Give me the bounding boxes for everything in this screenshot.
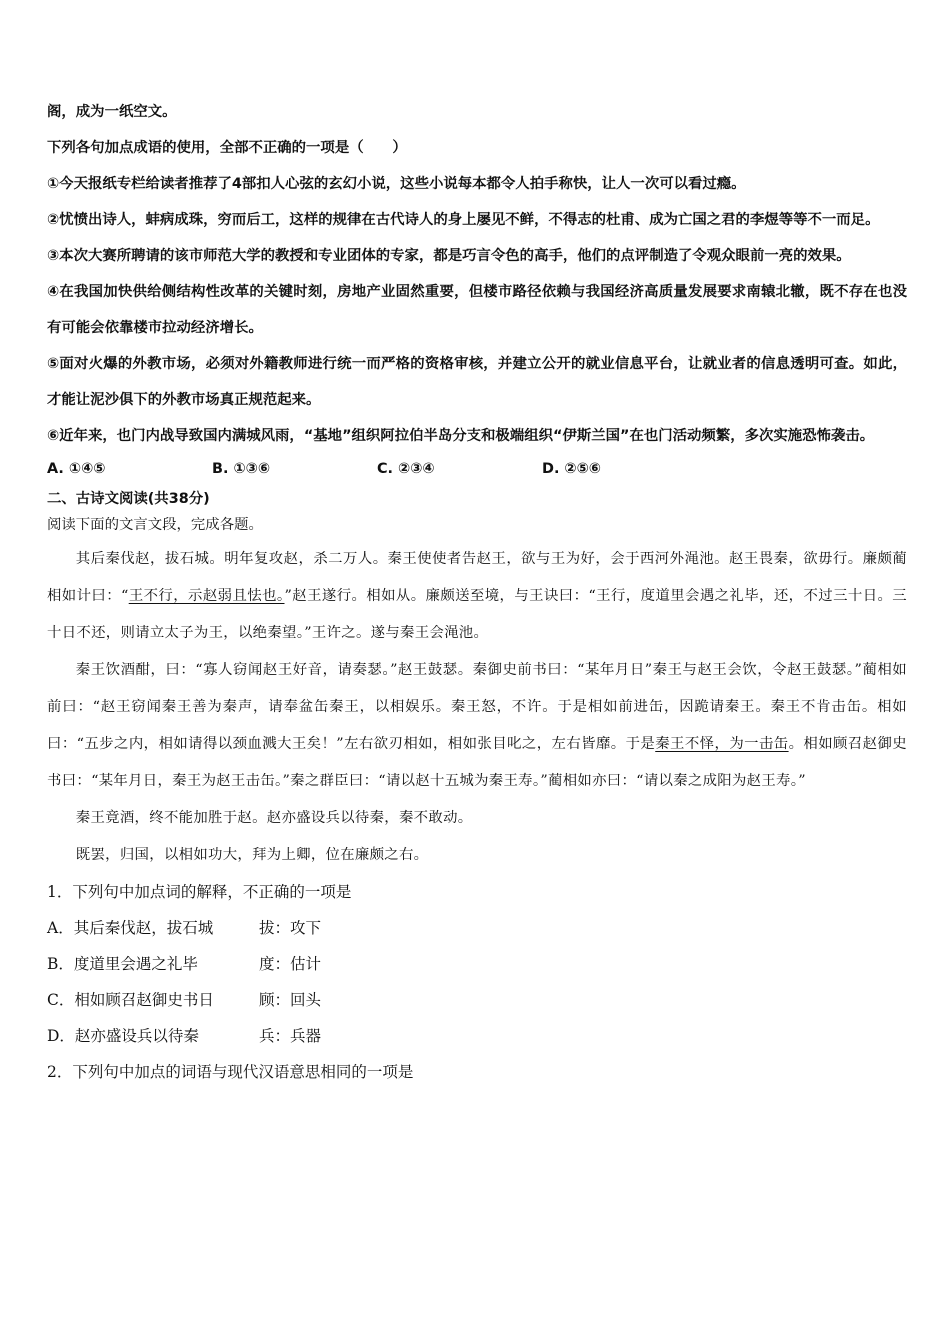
classical-paragraph-2 (47, 652, 907, 800)
idiom-item-3: ③本次大赛所聘请的该市师范大学的教授和专业团体的专家，都是巧言令色的高手，他们的点评制造了令观众眼前一亮的效果。 (47, 248, 851, 264)
section-instruction: 阅读下面的文言文段，完成各题。 (47, 517, 263, 533)
idiom-item-4: ④在我国加快供给侧结构性改革的关键时刻，房地产业固然重要，但楼市路径依赖与我国经济高质量发展要求南辕北辙，既不存在也没有可能会依靠楼市拉动经济增长。 (47, 284, 907, 336)
option-sentence: D．赵亦盛设兵以待秦 (47, 1027, 199, 1045)
option-gloss: 度：估计 (259, 955, 322, 973)
option-d[interactable]: D. ②⑤⑥ (542, 461, 601, 477)
option-sentence: B．度道里会遇之礼毕 (47, 955, 198, 973)
option-gloss: 拔：攻下 (259, 919, 322, 937)
idiom-item-2: ②忧愤出诗人，蚌病成珠，穷而后工，这样的规律在古代诗人的身上屡见不鲜，不得志的杜甫、成为亡国之君的李煜等等不一而足。 (47, 212, 880, 228)
question-1 (47, 874, 907, 1090)
question-1-option-b[interactable] (47, 946, 907, 982)
question-1-option-c[interactable] (47, 982, 907, 1018)
paragraph-text: 既罢，归国，以相如功大，拜为上卿，位在廉颇之右。 (75, 847, 429, 863)
option-gloss: 顾：回头 (259, 991, 322, 1009)
section-title: 二、古诗文阅读(共38分) (47, 491, 210, 507)
option-b[interactable]: B. ①③⑥ (212, 461, 270, 477)
underlined-sentence: 王不行，示赵弱且怯也。 (128, 588, 285, 604)
option-sentence: A．其后秦伐赵，拔石城 (47, 919, 214, 937)
question-2-stem: 2．下列句中加点的词语与现代汉语意思相同的一项是 (47, 1063, 414, 1081)
paragraph-text: 。相如顾召赵御史书曰：“某年月日，秦王为赵王击缶。”秦之群臣曰：“请以赵十五城为秦王寿。”蔺相如亦曰：“请以秦之成阳为赵王寿。” (47, 736, 908, 789)
paragraph-text: 其后秦伐赵，拔石城。明年复攻赵，杀二万人。秦王使使者告赵王，欲与王为好，会于西河外渑池。赵王畏秦，欲毋行。廉颇蔺相如计曰：“ (47, 551, 907, 604)
paragraph-text: 秦王饮酒酣，曰：“寡人窃闻赵王好音，请奏瑟。”赵王鼓瑟。秦御史前书曰：“某年月日”秦王与赵王会饮，令赵王鼓瑟。”蔺相如前曰：“赵王窃闻秦王善为秦声，请奉盆缶秦王，以相娱乐。秦王怒，不许。于是相如前进缶，因跪请秦王。秦王不肯击缶。相如曰：“五步之内，相如请得以颈血溅大王矣！”左右欲刃相如，相如张目叱之，左右皆靡。于是 (47, 662, 907, 752)
classical-paragraph-1 (47, 541, 907, 652)
idiom-item-6: ⑥近年来，也门内战导致国内满城风雨，“基地”组织阿拉伯半岛分支和极端组织“伊斯兰国”在也门活动频繁，多次实施恐怖袭击。 (47, 428, 875, 444)
idiom-answer-options (47, 454, 907, 484)
paragraph-text: ”赵王遂行。相如从。廉颇送至境，与王诀曰：“王行，度道里会遇之礼毕，还，不过三十日。三十日不还，则请立太子为王，以绝秦望。”王许之。遂与秦王会渑池。 (47, 588, 907, 641)
question-1-stem: 1．下列句中加点词的解释，不正确的一项是 (47, 883, 352, 901)
idiom-item-5: ⑤面对火爆的外教市场，必须对外籍教师进行统一而严格的资格审核，并建立公开的就业信息平台，让就业者的信息透明可查。如此，才能让泥沙俱下的外教市场真正规范起来。 (47, 356, 907, 408)
idiom-question-stem: 下列各句加点成语的使用，全部不正确的一项是（ ） (47, 140, 407, 156)
underlined-sentence: 秦王不怿，为一击缶 (655, 736, 789, 752)
paragraph-text: 秦王竟酒，终不能加胜于赵。赵亦盛设兵以待秦，秦不敢动。 (75, 810, 473, 826)
option-gloss: 兵：兵器 (259, 1027, 322, 1045)
question-1-option-d[interactable] (47, 1018, 907, 1054)
question-1-option-a[interactable] (47, 910, 907, 946)
classical-paragraph-3 (47, 800, 907, 837)
option-c[interactable]: C. ②③④ (377, 461, 435, 477)
passage-continuation: 阁，成为一纸空文。 (47, 104, 177, 120)
option-a[interactable]: A. ①④⑤ (47, 461, 106, 477)
document-page (47, 98, 907, 1090)
option-sentence: C．相如顾召赵御史书日 (47, 991, 214, 1009)
classical-paragraph-4 (47, 837, 907, 874)
idiom-item-1: ①今天报纸专栏给读者推荐了4部扣人心弦的玄幻小说，这些小说每本都令人拍手称快，让人一次可以看过瘾。 (47, 176, 746, 192)
